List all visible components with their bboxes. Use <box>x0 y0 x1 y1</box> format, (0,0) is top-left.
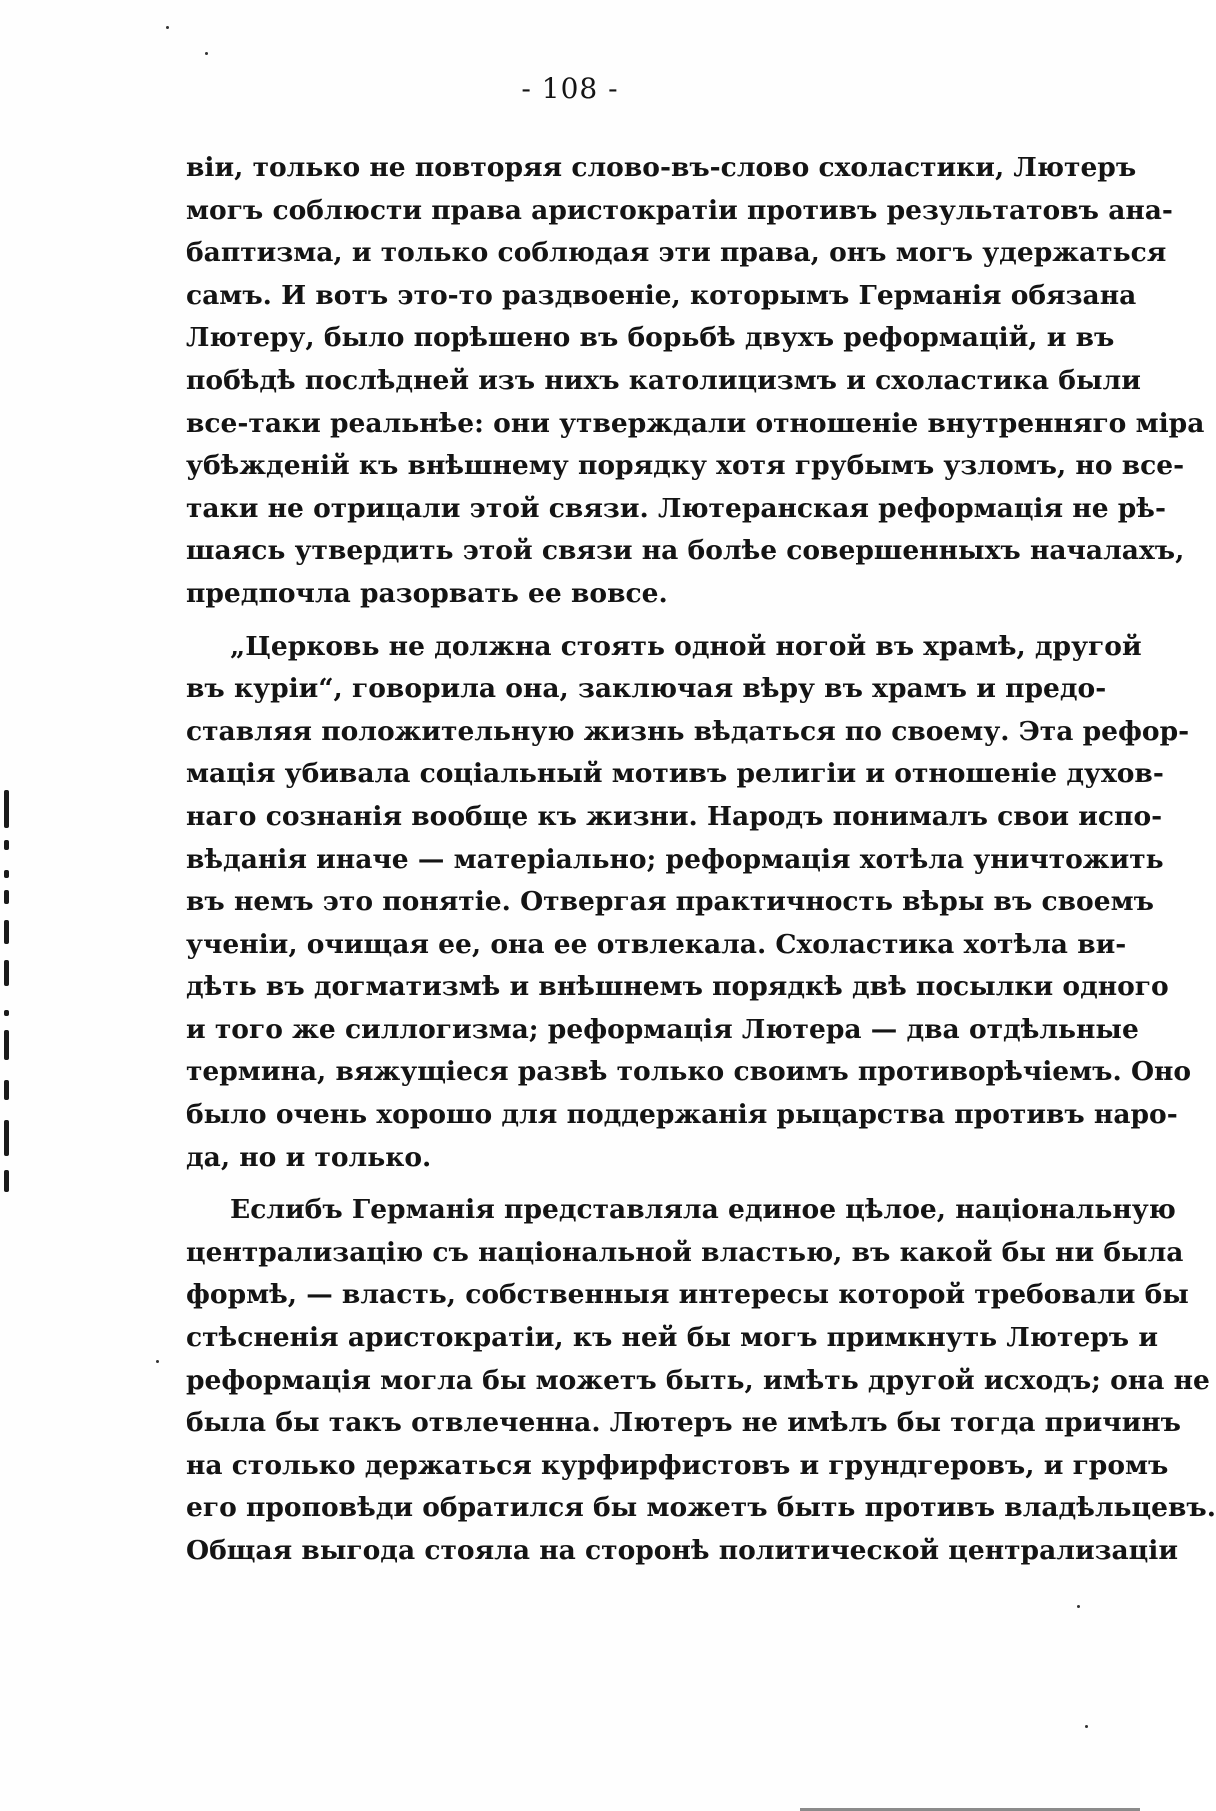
text-line: на столько держаться курфирфистовъ и грундгеровъ, и громъ <box>186 1449 1169 1481</box>
text-line: Лютеру, было порѣшено въ борьбѣ двухъ реформацій, и въ <box>186 322 1115 354</box>
binding-mark <box>4 920 9 944</box>
text-line: стѣсненія аристократіи, къ ней бы могъ примкнуть Лютеръ и <box>186 1322 1158 1354</box>
text-line: формѣ, — власть, собственныя интересы которой требовали бы <box>186 1279 1189 1311</box>
binding-marks <box>0 780 14 1200</box>
text-line: шаясь утвердить этой связи на болѣе совершенныхъ началахъ, <box>186 535 1185 567</box>
binding-mark <box>4 1010 9 1016</box>
text-line: вѣданія иначе — матеріально; реформація хотѣла уничтожить <box>186 843 1164 875</box>
scan-speck <box>1085 1725 1088 1728</box>
text-line: „Церковь не должна стоять одной ногой въ храмѣ, другой <box>230 630 1142 662</box>
text-line: была бы такъ отвлеченна. Лютеръ не имѣлъ бы тогда причинъ <box>186 1407 1182 1439</box>
text-line: Общая выгода стояла на сторонѣ политической централизаціи <box>186 1535 1178 1566</box>
text-line: убѣжденій къ внѣшнему порядку хотя грубымъ узломъ, но все- <box>186 450 1185 482</box>
binding-mark <box>4 1120 9 1156</box>
text-line: въ куріи“, говорила она, заключая вѣру въ храмъ и предо- <box>186 673 1107 705</box>
paragraph-gap <box>186 1179 1076 1189</box>
binding-mark <box>4 840 9 850</box>
text-line: наго сознанія вообще къ жизни. Народъ понималъ свои испо- <box>186 800 1163 832</box>
text-line: самъ. И вотъ это-то раздвоеніе, которымъ Германія обязана <box>186 279 1137 311</box>
binding-mark <box>4 1080 9 1100</box>
text-line: могъ соблюсти права аристократіи противъ результатовъ ана- <box>186 194 1173 226</box>
scan-speck <box>1077 1605 1080 1608</box>
text-line: побѣдѣ послѣдней изъ нихъ католицизмъ и схоластика были <box>186 364 1141 396</box>
text-line: было очень хорошо для поддержанія рыцарства противъ наро- <box>186 1099 1178 1131</box>
body-text <box>186 147 1216 1573</box>
text-line: въ немъ это понятіе. Отвергая практичность вѣры въ своемъ <box>186 886 1154 918</box>
scan-speck <box>205 52 208 55</box>
paragraph-2 <box>186 626 1192 1180</box>
binding-mark <box>4 1170 9 1192</box>
text-line: дѣть въ догматизмѣ и внѣшнемъ порядкѣ двѣ посылки одного <box>186 971 1169 1003</box>
text-line: ученіи, очищая ее, она ее отвлекала. Схоластика хотѣла ви- <box>186 928 1127 960</box>
binding-mark <box>4 1030 9 1060</box>
text-line: віи, только не повторяя слово-въ-слово схоластики, Лютеръ <box>186 152 1137 183</box>
binding-mark <box>4 890 9 904</box>
page-number: - 108 - <box>521 72 619 105</box>
text-line: мація убивала соціальный мотивъ религіи и отношеніе духов- <box>186 758 1164 790</box>
text-line: таки не отрицали этой связи. Лютеранская реформація не рѣ- <box>186 492 1166 524</box>
text-line: его проповѣди обратился бы можетъ быть противъ владѣльцевъ. <box>186 1492 1216 1524</box>
scan-speck <box>166 26 169 29</box>
text-line: Еслибъ Германія представляла единое цѣлое, національную <box>230 1194 1176 1226</box>
text-line: ставляя положительную жизнь вѣдаться по своему. Эта рефор- <box>186 715 1190 747</box>
text-line: баптизма, и только соблюдая эти права, онъ могъ удержаться <box>186 237 1167 269</box>
text-line: предпочла разорвать ее вовсе. <box>186 577 668 609</box>
binding-mark <box>4 870 9 878</box>
text-line: да, но и только. <box>186 1141 432 1173</box>
text-line: термина, вяжущіеся развѣ только своимъ противорѣчіемъ. Оно <box>186 1056 1192 1088</box>
binding-mark <box>4 790 9 828</box>
text-line: реформація могла бы можетъ быть, имѣть другой исходъ; она не <box>186 1364 1210 1396</box>
text-line: и того же силлогизма; реформація Лютера — два отдѣльные <box>186 1013 1139 1045</box>
binding-mark <box>4 960 9 986</box>
paragraph-gap <box>186 616 1076 626</box>
text-line: централизацію съ національной властью, въ какой бы ни была <box>186 1236 1184 1268</box>
paragraph-3 <box>186 1189 1216 1572</box>
text-line: все-таки реальнѣе: они утверждали отношеніе внутренняго міра <box>186 407 1205 439</box>
paragraph-1 <box>186 147 1205 616</box>
scan-speck <box>156 1360 159 1363</box>
